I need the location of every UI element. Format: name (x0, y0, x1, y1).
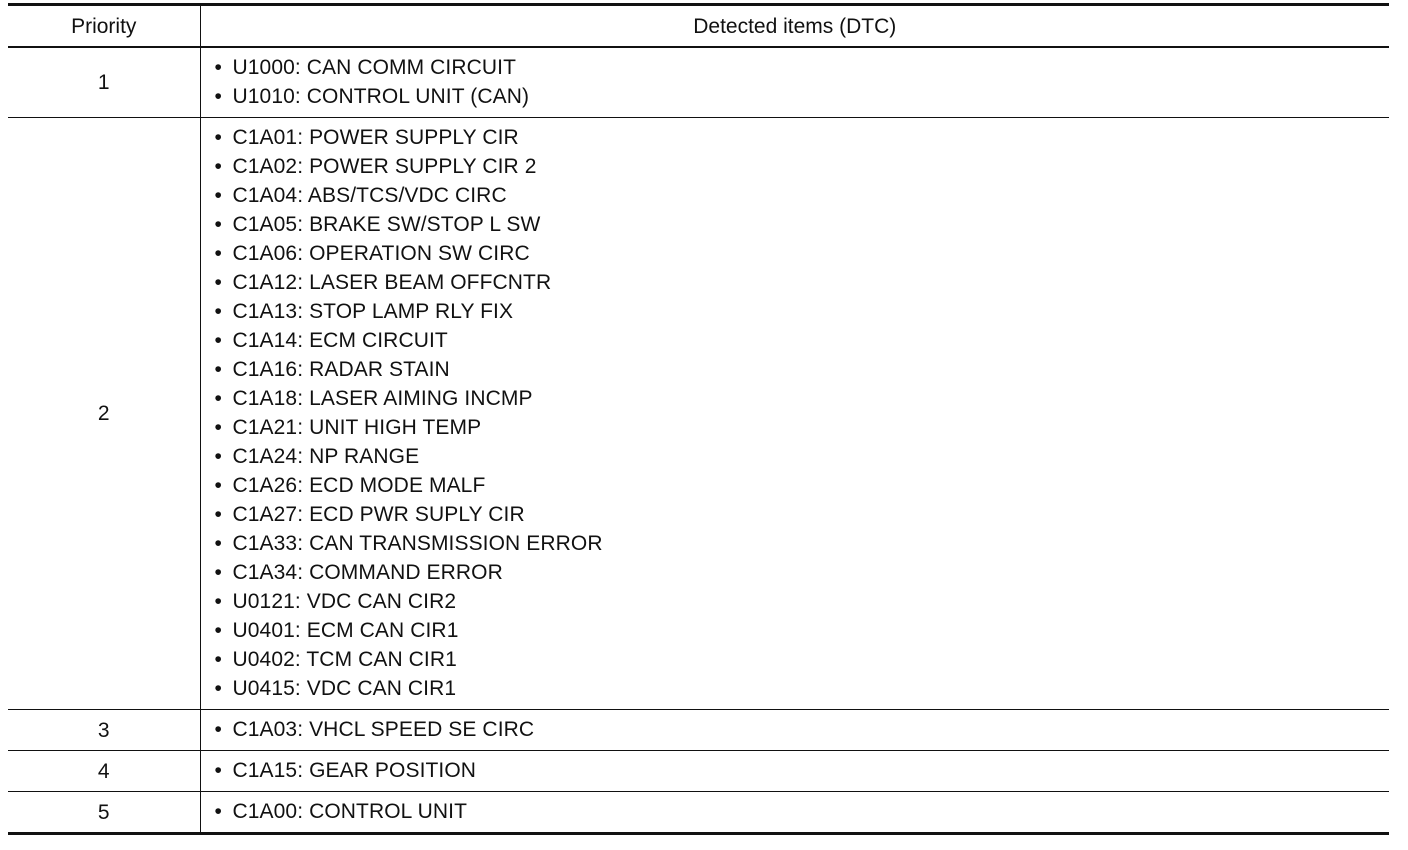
dtc-list-item (215, 53, 1390, 82)
dtc-code-text: C1A27: ECD PWR SUPLY CIR (232, 503, 525, 526)
dtc-list (201, 53, 1390, 111)
dtc-list-item (215, 152, 1390, 181)
dtc-code-text: C1A02: POWER SUPPLY CIR 2 (232, 155, 537, 178)
bullet-icon: • (214, 271, 222, 294)
detected-items-column-header: Detected items (DTC) (200, 5, 1389, 48)
bullet-icon: • (214, 561, 222, 584)
table-row (8, 792, 1389, 834)
table-row (8, 118, 1389, 710)
priority-cell: 2 (8, 118, 200, 710)
dtc-code-text: U1010: CONTROL UNIT (CAN) (232, 85, 530, 108)
bullet-icon: • (214, 387, 222, 410)
priority-cell: 3 (8, 710, 200, 751)
dtc-code-text: C1A05: BRAKE SW/STOP L SW (232, 213, 541, 236)
dtc-code-text: U0121: VDC CAN CIR2 (232, 590, 457, 613)
detected-items-cell (200, 47, 1389, 118)
bullet-icon: • (214, 474, 222, 497)
dtc-code-text: C1A33: CAN TRANSMISSION ERROR (232, 532, 603, 555)
dtc-list-item (215, 500, 1390, 529)
bullet-icon: • (214, 329, 222, 352)
dtc-code-text: C1A15: GEAR POSITION (232, 759, 477, 782)
priority-cell: 4 (8, 751, 200, 792)
dtc-code-text: C1A12: LASER BEAM OFFCNTR (232, 271, 552, 294)
dtc-list-item (215, 268, 1390, 297)
bullet-icon: • (214, 677, 222, 700)
dtc-list-item (215, 587, 1390, 616)
dtc-code-text: C1A01: POWER SUPPLY CIR (232, 126, 519, 149)
detected-items-cell (200, 751, 1389, 792)
bullet-icon: • (214, 85, 222, 108)
table-header (8, 5, 1389, 48)
bullet-icon: • (214, 358, 222, 381)
bullet-icon: • (214, 56, 222, 79)
dtc-list-item (215, 529, 1390, 558)
dtc-code-text: U0415: VDC CAN CIR1 (232, 677, 457, 700)
bullet-icon: • (214, 416, 222, 439)
dtc-list-item (215, 442, 1390, 471)
detected-items-cell (200, 118, 1389, 710)
dtc-list-item (215, 715, 1390, 744)
bullet-icon: • (214, 648, 222, 671)
dtc-code-text: U1000: CAN COMM CIRCUIT (232, 56, 517, 79)
bullet-icon: • (214, 532, 222, 555)
dtc-code-text: C1A13: STOP LAMP RLY FIX (232, 300, 514, 323)
bullet-icon: • (214, 503, 222, 526)
dtc-priority-table-wrapper (8, 3, 1389, 835)
dtc-code-text: U0402: TCM CAN CIR1 (232, 648, 457, 671)
dtc-code-text: C1A06: OPERATION SW CIRC (232, 242, 530, 265)
dtc-list-item (215, 123, 1390, 152)
bullet-icon: • (214, 300, 222, 323)
dtc-list-item (215, 297, 1390, 326)
dtc-list (201, 797, 1390, 826)
dtc-code-text: C1A24: NP RANGE (232, 445, 420, 468)
bullet-icon: • (214, 213, 222, 236)
dtc-list-item (215, 355, 1390, 384)
dtc-list-item (215, 384, 1390, 413)
dtc-code-text: C1A26: ECD MODE MALF (232, 474, 486, 497)
table-row (8, 47, 1389, 118)
dtc-code-text: U0401: ECM CAN CIR1 (232, 619, 459, 642)
priority-cell: 5 (8, 792, 200, 834)
dtc-list-item (215, 616, 1390, 645)
detected-items-cell (200, 710, 1389, 751)
dtc-list (201, 756, 1390, 785)
dtc-code-text: C1A18: LASER AIMING INCMP (232, 387, 533, 410)
dtc-list-item (215, 210, 1390, 239)
priority-cell: 1 (8, 47, 200, 118)
dtc-list-item (215, 239, 1390, 268)
bullet-icon: • (214, 445, 222, 468)
bullet-icon: • (214, 184, 222, 207)
header-row (8, 5, 1389, 48)
dtc-list (201, 123, 1390, 703)
dtc-list-item (215, 558, 1390, 587)
dtc-list (201, 715, 1390, 744)
dtc-code-text: C1A04: ABS/TCS/VDC CIRC (232, 184, 507, 207)
bullet-icon: • (214, 718, 222, 741)
dtc-list-item (215, 181, 1390, 210)
dtc-code-text: C1A21: UNIT HIGH TEMP (232, 416, 482, 439)
dtc-code-text: C1A14: ECM CIRCUIT (232, 329, 448, 352)
dtc-code-text: C1A00: CONTROL UNIT (232, 800, 467, 823)
bullet-icon: • (214, 800, 222, 823)
dtc-list-item (215, 756, 1390, 785)
dtc-priority-table (8, 3, 1389, 835)
dtc-list-item (215, 645, 1390, 674)
table-row (8, 751, 1389, 792)
dtc-code-text: C1A34: COMMAND ERROR (232, 561, 503, 584)
priority-column-header: Priority (8, 5, 200, 48)
detected-items-cell (200, 792, 1389, 834)
dtc-list-item (215, 413, 1390, 442)
bullet-icon: • (214, 155, 222, 178)
dtc-code-text: C1A03: VHCL SPEED SE CIRC (232, 718, 535, 741)
dtc-list-item (215, 326, 1390, 355)
bullet-icon: • (214, 590, 222, 613)
dtc-code-text: C1A16: RADAR STAIN (232, 358, 450, 381)
dtc-list-item (215, 674, 1390, 703)
table-row (8, 710, 1389, 751)
dtc-list-item (215, 82, 1390, 111)
dtc-list-item (215, 797, 1390, 826)
bullet-icon: • (214, 759, 222, 782)
table-body (8, 47, 1389, 834)
bullet-icon: • (214, 619, 222, 642)
bullet-icon: • (214, 126, 222, 149)
bullet-icon: • (214, 242, 222, 265)
dtc-list-item (215, 471, 1390, 500)
